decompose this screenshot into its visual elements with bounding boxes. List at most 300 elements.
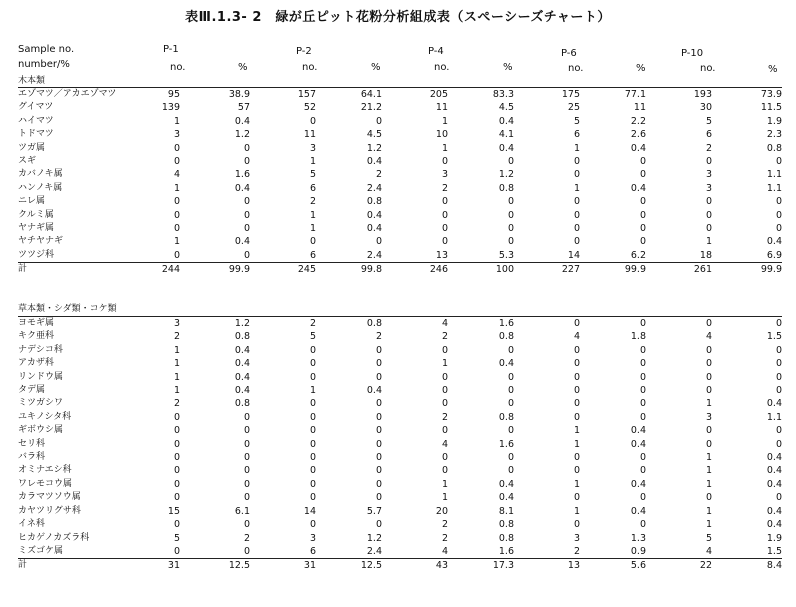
count-cell: 1 (441, 478, 448, 490)
percent-cell: 2.2 (630, 115, 646, 127)
row-label: セリ科 (18, 438, 46, 449)
count-cell: 3 (705, 411, 712, 423)
count-cell: 0 (173, 519, 180, 531)
percent-cell: 0.4 (498, 115, 514, 127)
count-cell: 2 (441, 331, 448, 343)
row-label: ツツジ科 (18, 249, 55, 260)
count-cell: 0 (705, 385, 712, 397)
count-cell: 0 (173, 142, 180, 154)
count-cell: 0 (441, 425, 448, 437)
count-cell: 2 (309, 196, 316, 208)
count-cell: 0 (573, 209, 580, 221)
count-cell: 22 (646, 559, 712, 573)
row-label: ヤナギ属 (18, 223, 55, 234)
percent-cell: 0.4 (234, 358, 250, 370)
table-row (18, 357, 782, 370)
count-cell: 2 (573, 545, 580, 557)
percent-cell: 0 (375, 236, 382, 248)
col-no-p6: no. (568, 63, 584, 74)
percent-cell: 4.1 (498, 129, 514, 141)
percent-cell: 12.5 (316, 559, 382, 573)
percent-cell: 1.8 (630, 331, 646, 343)
count-cell: 0 (441, 465, 448, 477)
percent-cell: 11.5 (760, 102, 782, 114)
percent-cell: 0 (639, 236, 646, 248)
col-pct-p6: % (636, 63, 646, 74)
count-cell: 1 (173, 344, 180, 356)
row-label: カラマツソウ属 (18, 492, 81, 503)
table-row (18, 478, 782, 491)
col-no-p4: no. (434, 62, 450, 73)
percent-cell: 0 (775, 156, 782, 168)
percent-cell: 8.4 (712, 559, 782, 573)
percent-cell: 17.3 (448, 559, 514, 573)
count-cell: 0 (309, 398, 316, 410)
percent-cell: 0.4 (498, 142, 514, 154)
count-cell: 1 (441, 492, 448, 504)
count-cell: 15 (167, 505, 180, 517)
count-cell: 1 (309, 209, 316, 221)
percent-cell: 0 (243, 411, 250, 423)
percent-cell: 0 (639, 465, 646, 477)
count-cell: 0 (573, 371, 580, 383)
table-row (18, 142, 782, 155)
percent-cell: 1.6 (234, 169, 250, 181)
count-cell: 0 (705, 438, 712, 450)
count-cell: 0 (573, 465, 580, 477)
count-cell: 0 (173, 411, 180, 423)
count-cell: 2 (250, 317, 316, 331)
percent-cell: 0.4 (630, 142, 646, 154)
percent-cell: 2 (375, 331, 382, 343)
table-row (18, 317, 782, 331)
sample-header-p1: P-1 (163, 44, 179, 55)
percent-cell: 0.4 (234, 344, 250, 356)
percent-cell: 73.9 (712, 88, 782, 102)
count-cell: 0 (705, 209, 712, 221)
count-cell: 0 (441, 209, 448, 221)
count-cell: 1 (573, 425, 580, 437)
percent-cell: 2.3 (766, 129, 782, 141)
row-label: ツガ属 (18, 142, 46, 153)
count-cell: 0 (441, 156, 448, 168)
row-label: エゾマツ／アカエゾマツ (18, 88, 90, 102)
count-cell: 5 (309, 331, 316, 343)
table-row (18, 249, 782, 263)
percent-cell: 0 (507, 209, 514, 221)
percent-cell: 0 (507, 398, 514, 410)
count-cell: 95 (90, 88, 180, 102)
total-row (18, 559, 782, 573)
percent-cell: 2.4 (366, 249, 382, 261)
count-cell: 31 (90, 559, 180, 573)
count-cell: 1 (173, 182, 180, 194)
count-cell: 0 (309, 438, 316, 450)
percent-cell: 21.2 (360, 102, 382, 114)
count-cell: 0 (705, 425, 712, 437)
percent-cell: 0.8 (498, 532, 514, 544)
percent-cell: 11 (633, 102, 646, 114)
count-cell: 0 (646, 317, 712, 331)
count-cell: 193 (646, 88, 712, 102)
count-cell: 1 (441, 115, 448, 127)
percent-cell: 0 (243, 465, 250, 477)
percent-cell: 0 (639, 344, 646, 356)
count-cell: 14 (567, 249, 580, 261)
count-cell: 3 (705, 169, 712, 181)
count-cell: 2 (441, 411, 448, 423)
count-cell: 13 (435, 249, 448, 261)
percent-cell: 0 (639, 209, 646, 221)
percent-cell: 8.1 (498, 505, 514, 517)
section-heading-herbaceous: 草本類・シダ類・コケ類 (18, 304, 117, 314)
percent-cell: 0.4 (366, 209, 382, 221)
count-cell: 0 (309, 358, 316, 370)
row-label: クルミ属 (18, 209, 54, 220)
table-row (18, 195, 782, 208)
arboreal-table (18, 87, 782, 277)
percent-cell: 0 (375, 411, 382, 423)
count-cell: 0 (573, 411, 580, 423)
count-cell: 1 (573, 182, 580, 194)
percent-cell: 0 (639, 519, 646, 531)
count-cell: 5 (173, 532, 180, 544)
percent-cell: 0 (775, 209, 782, 221)
count-cell: 13 (514, 559, 580, 573)
table-row (18, 128, 782, 141)
percent-cell: 5.7 (366, 505, 382, 517)
count-cell: 0 (705, 196, 712, 208)
count-cell: 0 (573, 358, 580, 370)
percent-cell: 5.3 (498, 249, 514, 261)
percent-cell: 1.5 (766, 545, 782, 557)
percent-cell: 1.6 (498, 438, 514, 450)
percent-cell: 0.8 (498, 519, 514, 531)
count-cell: 4 (705, 331, 712, 343)
percent-cell: 6.2 (630, 249, 646, 261)
percent-cell: 0.4 (366, 223, 382, 235)
percent-cell: 0 (243, 142, 250, 154)
count-cell: 1 (705, 452, 712, 464)
table-row (18, 222, 782, 235)
count-cell: 0 (173, 545, 180, 557)
percent-cell: 0.4 (234, 182, 250, 194)
percent-cell: 0 (243, 492, 250, 504)
percent-cell: 0.8 (234, 331, 250, 343)
count-cell: 3 (173, 129, 180, 141)
count-cell: 0 (573, 236, 580, 248)
table-row (18, 235, 782, 248)
count-cell: 0 (705, 358, 712, 370)
row-label: ヤチヤナギ (18, 236, 64, 247)
percent-cell: 0 (712, 317, 782, 331)
percent-cell: 0 (775, 196, 782, 208)
percent-cell: 0 (639, 398, 646, 410)
count-cell: 0 (441, 385, 448, 397)
count-cell: 0 (441, 236, 448, 248)
count-cell: 175 (514, 88, 580, 102)
percent-cell: 0 (375, 344, 382, 356)
percent-cell: 2.6 (630, 129, 646, 141)
table-title: 表Ⅲ.1.3- 2 緑が丘ピット花粉分析組成表（スペーシーズチャート） (185, 10, 611, 25)
count-cell: 3 (90, 317, 180, 331)
count-cell: 0 (309, 465, 316, 477)
table-row (18, 491, 782, 504)
percent-cell: 0 (507, 344, 514, 356)
row-label: グイマツ (18, 102, 54, 113)
table-row (18, 182, 782, 195)
percent-cell: 0.4 (234, 385, 250, 397)
percent-cell: 0 (639, 156, 646, 168)
percent-cell: 0 (507, 196, 514, 208)
table-row (18, 424, 782, 437)
count-cell: 6 (573, 129, 580, 141)
percent-cell: 0 (775, 344, 782, 356)
percent-cell: 0 (775, 385, 782, 397)
count-cell: 1 (173, 115, 180, 127)
count-cell: 43 (382, 559, 448, 573)
percent-cell: 1.1 (766, 169, 782, 181)
count-cell: 0 (705, 371, 712, 383)
percent-cell: 0 (507, 236, 514, 248)
col-no-p1: no. (170, 62, 186, 73)
percent-cell: 0 (507, 371, 514, 383)
count-cell: 14 (303, 505, 316, 517)
count-cell: 2 (173, 398, 180, 410)
percent-cell: 0.9 (630, 545, 646, 557)
count-cell: 0 (705, 223, 712, 235)
count-cell: 3 (573, 532, 580, 544)
percent-cell: 0 (375, 452, 382, 464)
percent-cell: 100 (448, 263, 514, 277)
table-row (18, 101, 782, 114)
count-cell: 1 (705, 505, 712, 517)
count-cell: 5 (309, 169, 316, 181)
percent-cell: 0.4 (630, 182, 646, 194)
percent-cell: 0.4 (234, 371, 250, 383)
percent-cell: 0 (639, 371, 646, 383)
count-cell: 0 (173, 209, 180, 221)
percent-cell: 0 (639, 358, 646, 370)
count-cell: 4 (441, 545, 448, 557)
percent-cell: 0 (243, 223, 250, 235)
percent-cell: 0.4 (498, 492, 514, 504)
row-label: オミナエシ科 (18, 465, 72, 476)
percent-cell: 0 (507, 425, 514, 437)
percent-cell: 0 (639, 492, 646, 504)
sample-header-p4: P-4 (428, 46, 444, 57)
percent-cell: 1.6 (498, 545, 514, 557)
count-cell: 157 (250, 88, 316, 102)
table-row (18, 88, 782, 102)
col-no-p2: no. (302, 62, 318, 73)
percent-cell: 1.5 (766, 331, 782, 343)
percent-cell: 0.4 (766, 478, 782, 490)
count-cell: 0 (309, 478, 316, 490)
percent-cell: 0.4 (766, 505, 782, 517)
percent-cell: 0 (243, 519, 250, 531)
percent-cell: 0 (507, 385, 514, 397)
col-no-p10: no. (700, 63, 716, 74)
percent-cell: 0.4 (766, 452, 782, 464)
count-cell: 1 (173, 385, 180, 397)
count-cell: 0 (441, 223, 448, 235)
count-cell: 6 (705, 129, 712, 141)
row-label: ヒカゲノカズラ科 (18, 532, 90, 543)
section-heading-arboreal: 木本類 (18, 76, 46, 86)
percent-cell: 0 (243, 156, 250, 168)
count-cell: 52 (303, 102, 316, 114)
count-cell: 2 (173, 331, 180, 343)
count-cell: 1 (441, 142, 448, 154)
percent-cell: 0 (639, 169, 646, 181)
count-cell: 0 (173, 196, 180, 208)
table-row (18, 384, 782, 397)
count-cell: 0 (173, 425, 180, 437)
count-cell: 0 (173, 492, 180, 504)
percent-cell: 0 (375, 425, 382, 437)
count-cell: 0 (173, 438, 180, 450)
count-cell: 0 (309, 519, 316, 531)
percent-cell: 1.6 (448, 317, 514, 331)
percent-cell: 1.9 (766, 532, 782, 544)
count-cell: 227 (514, 263, 580, 277)
percent-cell: 83.3 (448, 88, 514, 102)
percent-cell: 2 (243, 532, 250, 544)
percent-cell: 57 (237, 102, 250, 114)
percent-cell: 0 (375, 478, 382, 490)
table-row (18, 545, 782, 559)
table-row (18, 451, 782, 464)
count-cell: 1 (173, 358, 180, 370)
count-cell: 1 (705, 465, 712, 477)
percent-cell: 99.9 (180, 263, 250, 277)
percent-cell: 0 (507, 156, 514, 168)
percent-cell: 38.9 (180, 88, 250, 102)
total-row (18, 263, 782, 277)
row-label: ニレ属 (18, 196, 46, 207)
count-cell: 0 (573, 519, 580, 531)
row-label: ハンノキ属 (18, 182, 63, 193)
count-cell: 0 (309, 492, 316, 504)
count-cell: 1 (705, 398, 712, 410)
percent-cell: 0.4 (366, 385, 382, 397)
count-cell: 0 (573, 492, 580, 504)
count-cell: 1 (573, 505, 580, 517)
percent-cell: 0 (580, 317, 646, 331)
count-cell: 0 (441, 398, 448, 410)
count-cell: 1 (441, 358, 448, 370)
percent-cell: 1.2 (366, 142, 382, 154)
row-label: ユキノシタ科 (18, 411, 72, 422)
count-cell: 0 (705, 156, 712, 168)
table-row (18, 464, 782, 477)
percent-cell: 0.8 (766, 142, 782, 154)
count-cell: 31 (250, 559, 316, 573)
percent-cell: 1.2 (234, 129, 250, 141)
count-cell: 0 (705, 344, 712, 356)
percent-cell: 0 (375, 492, 382, 504)
count-cell: 6 (309, 545, 316, 557)
count-cell: 4 (573, 331, 580, 343)
count-cell: 5 (705, 115, 712, 127)
percent-cell: 0 (639, 385, 646, 397)
count-cell: 0 (309, 425, 316, 437)
count-cell: 0 (173, 223, 180, 235)
row-label: ギボウシ属 (18, 425, 64, 436)
col-pct-p2: % (371, 62, 381, 73)
percent-cell: 0 (507, 452, 514, 464)
percent-cell: 0 (639, 223, 646, 235)
count-cell: 245 (250, 263, 316, 277)
count-cell: 0 (173, 465, 180, 477)
count-cell: 11 (435, 102, 448, 114)
count-cell: 0 (309, 236, 316, 248)
percent-cell: 0.4 (366, 156, 382, 168)
count-cell: 0 (573, 196, 580, 208)
percent-cell: 0 (639, 452, 646, 464)
percent-cell: 77.1 (580, 88, 646, 102)
count-cell: 0 (441, 196, 448, 208)
percent-cell: 0.8 (498, 182, 514, 194)
percent-cell: 99.9 (712, 263, 782, 277)
table-row (18, 438, 782, 451)
count-cell: 205 (382, 88, 448, 102)
count-cell: 139 (161, 102, 180, 114)
percent-cell: 0.4 (234, 115, 250, 127)
count-cell: 1 (705, 519, 712, 531)
row-label: バラ科 (18, 452, 46, 463)
count-cell: 0 (441, 452, 448, 464)
percent-cell: 0 (243, 196, 250, 208)
percent-cell: 0.4 (630, 438, 646, 450)
count-cell: 6 (309, 182, 316, 194)
percent-cell: 99.8 (316, 263, 382, 277)
row-label: タデ属 (18, 385, 46, 396)
percent-cell: 0 (775, 358, 782, 370)
count-cell: 1 (705, 236, 712, 248)
percent-cell: 0 (375, 519, 382, 531)
percent-cell: 0.4 (498, 358, 514, 370)
count-cell: 1 (573, 438, 580, 450)
percent-cell: 0.4 (630, 478, 646, 490)
percent-cell: 0 (375, 371, 382, 383)
percent-cell: 99.9 (580, 263, 646, 277)
count-cell: 0 (173, 452, 180, 464)
row-label: ミツガシワ (18, 398, 64, 409)
percent-cell: 0 (243, 478, 250, 490)
row-label: 計 (18, 559, 90, 573)
count-cell: 1 (309, 156, 316, 168)
percent-cell: 0 (243, 425, 250, 437)
table-row (18, 155, 782, 168)
percent-cell: 6.1 (234, 505, 250, 517)
percent-cell: 0 (775, 425, 782, 437)
percent-cell: 0.4 (766, 236, 782, 248)
count-cell: 0 (573, 398, 580, 410)
percent-cell: 0.8 (316, 317, 382, 331)
count-cell: 5 (573, 115, 580, 127)
percent-cell: 2.4 (366, 545, 382, 557)
count-cell: 0 (309, 452, 316, 464)
count-cell: 0 (309, 371, 316, 383)
count-cell: 11 (303, 129, 316, 141)
row-label: イネ科 (18, 519, 45, 530)
table-row (18, 330, 782, 343)
unit-label: number/% (18, 59, 70, 70)
percent-cell: 0 (507, 223, 514, 235)
table-row (18, 115, 782, 128)
